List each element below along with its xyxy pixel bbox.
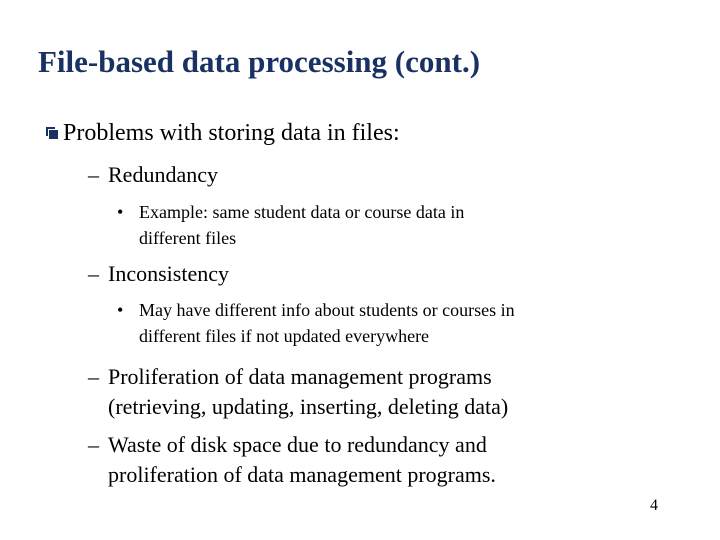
sub-item-line: different files if not updated everywhere — [139, 326, 430, 346]
sub-item-inconsistency-detail — [117, 297, 515, 349]
list-item-proliferation — [88, 362, 508, 422]
list-item-waste — [88, 430, 496, 490]
list-item-heading-line: Proliferation of data management programs — [108, 364, 492, 389]
list-item-heading: Redundancy — [108, 162, 218, 187]
dash-bullet: – — [88, 261, 99, 286]
list-item-heading-line: (retrieving, updating, inserting, deleting data) — [108, 394, 509, 419]
main-bullet — [46, 120, 400, 147]
slide-title: File-based data processing (cont.) — [38, 44, 481, 79]
dot-bullet: • — [117, 300, 124, 320]
list-item-heading-line: Waste of disk space due to redundancy and — [108, 432, 487, 457]
dot-bullet: • — [117, 202, 124, 222]
dash-bullet: – — [88, 162, 99, 187]
sub-item-line: Example: same student data or course data in — [139, 202, 465, 222]
list-item-redundancy — [88, 160, 218, 190]
list-item-inconsistency — [88, 259, 229, 289]
main-bullet-text: Problems with storing data in files: — [63, 120, 400, 146]
sub-item-redundancy-example — [117, 199, 464, 251]
dash-bullet: – — [88, 364, 99, 389]
sub-item-line: different files — [139, 228, 237, 248]
square-bullet-icon — [46, 127, 58, 140]
sub-item-line: May have different info about students or courses in — [139, 300, 515, 320]
page-number: 4 — [650, 497, 658, 514]
list-item-heading-line: proliferation of data management programs. — [108, 462, 496, 487]
dash-bullet: – — [88, 432, 99, 457]
list-item-heading: Inconsistency — [108, 261, 229, 286]
